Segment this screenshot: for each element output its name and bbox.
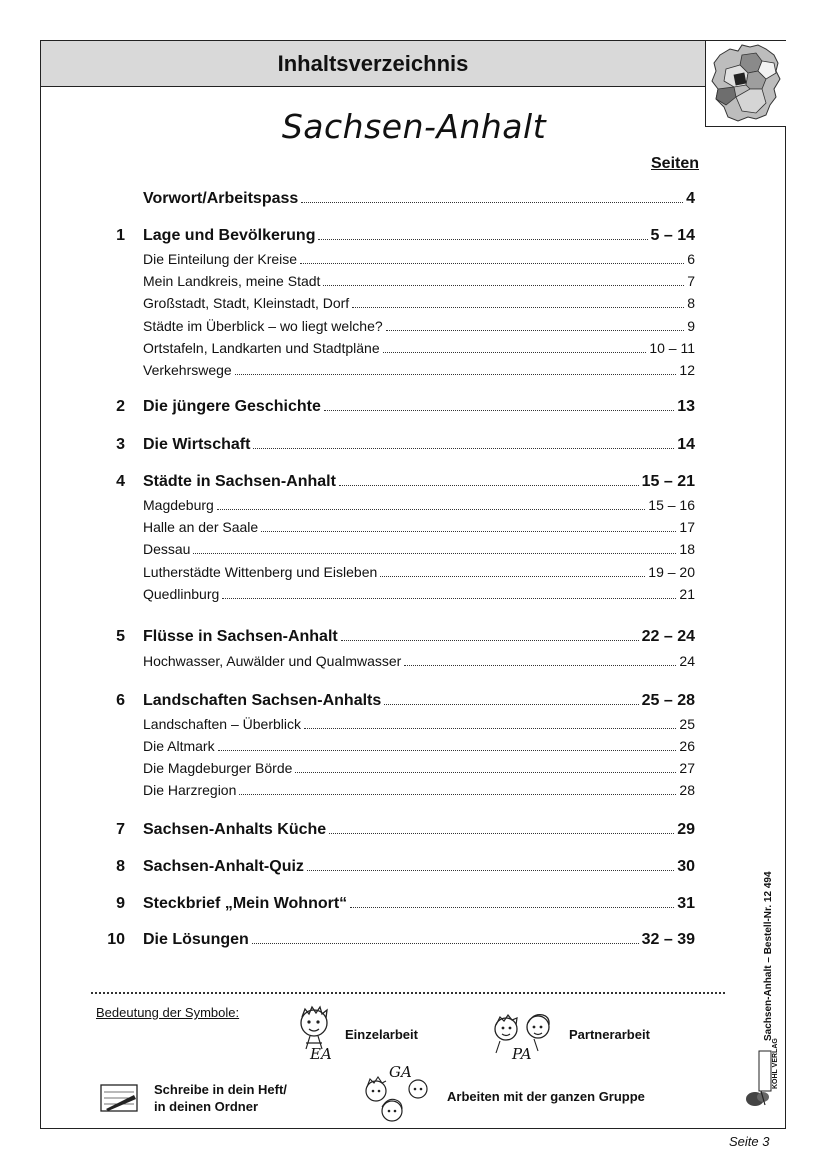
toc-subentry[interactable] (41, 780, 787, 800)
entry-label: Die Magdeburger Börde (143, 760, 293, 776)
dot-leader (404, 665, 676, 666)
entry-pages: 26 (679, 738, 695, 754)
entry-pages: 32 – 39 (641, 931, 695, 948)
entry-pages: 21 (679, 586, 695, 602)
toc-subentry[interactable] (41, 539, 787, 559)
entry-pages: 13 (677, 398, 695, 415)
legend-heft-line1: Schreibe in dein Heft/ (154, 1082, 287, 1097)
entry-pages: 30 (677, 858, 695, 875)
toc-subentry[interactable] (41, 758, 787, 778)
entry-label: Magdeburg (143, 497, 214, 513)
dot-leader (193, 553, 676, 554)
entry-pages: 14 (677, 436, 695, 453)
dot-leader (253, 448, 674, 449)
entry-pages: 12 (679, 362, 695, 378)
dot-leader (341, 640, 639, 641)
entry-pages: 29 (677, 821, 695, 838)
entry-pages: 19 – 20 (648, 564, 695, 580)
entry-pages: 25 (679, 716, 695, 732)
entry-pages: 18 (679, 541, 695, 557)
toc-subentry[interactable] (41, 249, 787, 269)
entry-label: Landschaften Sachsen-Anhalts (143, 692, 382, 709)
entry-pages: 4 (686, 190, 695, 207)
chapter-number: 6 (116, 692, 125, 709)
toc-subentry[interactable] (41, 360, 787, 380)
dot-leader (307, 870, 674, 871)
entry-label: Die Lösungen (143, 931, 249, 948)
entry-label: Die Einteilung der Kreise (143, 251, 298, 267)
entry-label: Großstadt, Stadt, Kleinstadt, Dorf (143, 295, 350, 311)
entry-pages: 15 – 21 (641, 473, 695, 490)
chapter-number: 9 (116, 895, 125, 912)
toc-entry[interactable] (41, 930, 787, 950)
entry-pages: 24 (679, 653, 695, 669)
entry-label: Steckbrief „Mein Wohnort“ (143, 895, 348, 912)
entry-label: Ortstafeln, Landkarten und Stadtpläne (143, 340, 380, 356)
entry-pages: 28 (679, 782, 695, 798)
entry-pages: 31 (677, 895, 695, 912)
entry-label: Die Altmark (143, 738, 215, 754)
entry-label: Lutherstädte Wittenberg und Eisleben (143, 564, 378, 580)
einzelarbeit-badge: EA (310, 1045, 332, 1063)
legend-heft (154, 1081, 287, 1115)
toc-entry[interactable] (41, 472, 787, 492)
heft-icon (100, 1083, 140, 1120)
dot-leader (323, 285, 684, 286)
gruppenarbeit-icon (362, 1063, 434, 1130)
dot-leader (329, 833, 674, 834)
dot-leader (352, 307, 684, 308)
entry-label: Sachsen-Anhalt-Quiz (143, 858, 304, 875)
entry-label: Die jüngere Geschichte (143, 398, 321, 415)
dot-leader (339, 485, 639, 486)
legend-divider (91, 992, 725, 994)
dot-leader (318, 239, 647, 240)
entry-pages: 25 – 28 (641, 692, 695, 709)
entry-pages: 6 (687, 251, 695, 267)
toc-entry[interactable] (41, 627, 787, 647)
entry-label: Lage und Bevölkerung (143, 227, 316, 244)
legend-heft-line2: in deinen Ordner (154, 1099, 259, 1114)
toc-subentry[interactable] (41, 736, 787, 756)
kohl-verlag-logo (741, 1038, 779, 1114)
legend-einzelarbeit: Einzelarbeit (345, 1027, 418, 1042)
order-number-text: Sachsen-Anhalt – Bestell-Nr. 12 494 (763, 871, 774, 1041)
entry-pages: 9 (687, 318, 695, 334)
entry-label: Halle an der Saale (143, 519, 259, 535)
chapter-number: 1 (116, 227, 125, 244)
toc-entry[interactable] (41, 226, 787, 246)
main-title: Sachsen-Anhalt (281, 107, 547, 146)
toc-subentry[interactable] (41, 517, 787, 537)
partnerarbeit-icon (488, 1009, 558, 1072)
chapter-number: 7 (116, 821, 125, 838)
toc-subentry[interactable] (41, 338, 787, 358)
entry-label: Hochwasser, Auwälder und Qualmwasser (143, 653, 402, 669)
dot-leader (300, 263, 684, 264)
entry-pages: 27 (679, 760, 695, 776)
entry-pages: 8 (687, 295, 695, 311)
entry-label: Dessau (143, 541, 191, 557)
publisher-name: KOHL VERLAG (772, 1038, 779, 1089)
toc-subentry[interactable] (41, 714, 787, 734)
entry-pages: 7 (687, 273, 695, 289)
legend-title: Bedeutung der Symbole: (96, 1005, 240, 1020)
chapter-number: 2 (116, 398, 125, 415)
entry-pages: 22 – 24 (641, 628, 695, 645)
entry-label: Die Harzregion (143, 782, 237, 798)
toc-subentry[interactable] (41, 584, 787, 604)
entry-label: Mein Landkreis, meine Stadt (143, 273, 321, 289)
page-header-title: Inhaltsverzeichnis (277, 50, 469, 76)
toc-entry[interactable] (41, 435, 787, 455)
dot-leader (217, 509, 645, 510)
entry-label: Städte in Sachsen-Anhalt (143, 473, 336, 490)
toc-entry[interactable] (41, 820, 787, 840)
entry-pages: 15 – 16 (648, 497, 695, 513)
chapter-number: 4 (116, 473, 125, 490)
dot-leader (218, 750, 677, 751)
toc-entry[interactable] (41, 857, 787, 877)
page-frame (40, 40, 786, 1129)
legend-partnerarbeit: Partnerarbeit (569, 1027, 650, 1042)
gruppenarbeit-badge: GA (389, 1063, 412, 1081)
dot-leader (295, 772, 676, 773)
partnerarbeit-badge: PA (512, 1045, 532, 1063)
entry-label: Städte im Überblick – wo liegt welche? (143, 318, 383, 334)
dot-leader (261, 531, 676, 532)
toc-entry[interactable] (41, 894, 787, 914)
dot-leader (324, 410, 674, 411)
dot-leader (383, 352, 647, 353)
entry-pages: 17 (679, 519, 695, 535)
entry-label: Verkehrswege (143, 362, 232, 378)
entry-label: Quedlinburg (143, 586, 220, 602)
chapter-number: 3 (116, 436, 125, 453)
dot-leader (386, 330, 685, 331)
einzelarbeit-icon (296, 1005, 336, 1072)
entry-pages: 10 – 11 (649, 340, 695, 356)
toc-subentry[interactable] (41, 271, 787, 291)
header-bar (41, 41, 705, 87)
toc-entry[interactable] (41, 189, 787, 209)
toc-subentry[interactable] (41, 651, 787, 671)
pages-column-header: Seiten (651, 155, 700, 172)
chapter-number: 5 (116, 628, 125, 645)
toc-subentry[interactable] (41, 495, 787, 515)
chapter-number: 8 (116, 858, 125, 875)
toc-subentry[interactable] (41, 562, 787, 582)
dot-leader (384, 704, 638, 705)
chapter-number: 10 (107, 931, 125, 948)
toc-subentry[interactable] (41, 316, 787, 336)
entry-label: Vorwort/Arbeitspass (143, 190, 299, 207)
toc-entry[interactable] (41, 691, 787, 711)
toc-entry[interactable] (41, 397, 787, 417)
dot-leader (304, 728, 676, 729)
toc-subentry[interactable] (41, 293, 787, 313)
page-number: Seite 3 (729, 1134, 770, 1149)
entry-label: Sachsen-Anhalts Küche (143, 821, 327, 838)
legend-gruppenarbeit: Arbeiten mit der ganzen Gruppe (447, 1089, 645, 1104)
dot-leader (380, 576, 645, 577)
dot-leader (239, 794, 676, 795)
dot-leader (235, 374, 677, 375)
dot-leader (222, 598, 676, 599)
dot-leader (252, 943, 639, 944)
dot-leader (350, 907, 674, 908)
entry-label: Die Wirtschaft (143, 436, 251, 453)
entry-pages: 5 – 14 (650, 227, 695, 244)
dot-leader (301, 202, 683, 203)
entry-label: Flüsse in Sachsen-Anhalt (143, 628, 338, 645)
entry-label: Landschaften – Überblick (143, 716, 301, 732)
